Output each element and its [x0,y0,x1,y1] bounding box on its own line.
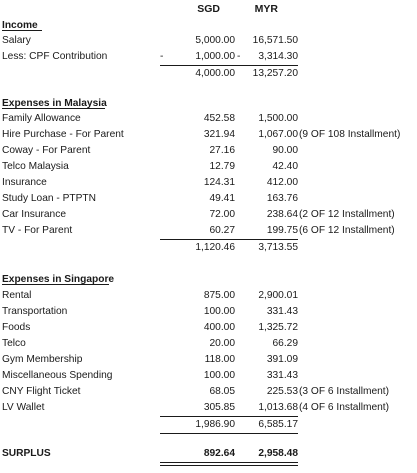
sgd-value: 118.00 [204,354,235,365]
myr-value: 16,571.50 [252,35,298,46]
singapore-total-row [0,417,417,432]
myr-value: 199.75 [266,225,298,236]
income-section-title: Income [2,20,38,31]
sgd-value: 124.31 [203,177,235,188]
myr-value: 1,067.00 [258,129,298,140]
malaysia-title-underline [2,108,105,109]
row-label: Transportation [2,306,68,317]
myr-value: 412.00 [266,177,298,188]
sgd-value: 27.16 [209,145,235,156]
row-label: Gym Membership [2,354,83,365]
myr-value: 2,900.01 [258,290,298,301]
malaysia-total-sgd: 1,120.46 [195,242,235,253]
table-row [0,159,417,174]
installment-note: (3 OF 6 Installment) [299,386,390,397]
sgd-value: 49.41 [209,193,235,204]
singapore-section-title: Expenses in Singapore [2,274,115,285]
sgd-value: 100.00 [203,306,235,317]
row-label: Rental [2,290,32,301]
sgd-value: 5,000.00 [195,35,235,46]
row-label: LV Wallet [2,402,45,413]
row-label: Coway - For Parent [2,145,91,156]
table-row [0,207,417,222]
myr-value: 66.29 [272,338,298,349]
sgd-value: 68.05 [209,386,235,397]
table-row [0,384,417,399]
myr-value: 163.76 [266,193,298,204]
singapore-total-myr: 6,585.17 [258,419,298,430]
income-total-sgd: 4,000.00 [195,68,235,79]
singapore-title-underline [2,284,109,285]
row-label: Hire Purchase - For Parent [2,129,124,140]
table-row [0,352,417,367]
table-row [0,400,417,415]
singapore-total-sgd: 1,986.90 [195,419,235,430]
table-row [0,175,417,190]
row-label: TV - For Parent [2,225,73,236]
surplus-double-rule-bottom [160,465,298,466]
row-label: Salary [2,35,31,46]
table-row [0,223,417,238]
surplus-sgd: 892.64 [203,448,235,459]
sgd-value: 12.79 [209,161,235,172]
myr-value: 42.40 [272,161,298,172]
income-total-myr: 13,257.20 [252,68,298,79]
installment-note: (4 OF 6 Installment) [299,402,390,413]
sgd-negative-sign: - [160,51,164,62]
row-label: Insurance [2,177,47,188]
myr-value: 225.53 [266,386,298,397]
installment-note: (9 OF 108 Installment) [299,129,401,140]
myr-value: 1,325.72 [258,322,298,333]
sgd-value: 20.00 [209,338,235,349]
sgd-value: 452.58 [203,113,235,124]
malaysia-total-row [0,240,417,255]
row-label: Foods [2,322,31,333]
sgd-value: 875.00 [203,290,235,301]
table-row [0,320,417,335]
myr-value: 391.09 [266,354,298,365]
myr-column-header: MYR [254,3,278,15]
table-row [0,304,417,319]
row-label: Less: CPF Contribution [2,51,108,62]
table-row [0,111,417,126]
sgd-value: 72.00 [209,209,235,220]
sgd-column-header: SGD [197,3,220,15]
installment-note: (6 OF 12 Installment) [299,225,395,236]
row-label: Family Allowance [2,113,81,124]
malaysia-total-myr: 3,713.55 [258,242,298,253]
table-row [0,336,417,351]
table-row [0,288,417,303]
surplus-double-rule-top [160,462,298,463]
myr-value: 1,013.68 [258,402,298,413]
row-label: Miscellaneous Spending [2,370,113,381]
row-label: Car Insurance [2,209,66,220]
installment-note: (2 OF 12 Installment) [299,209,395,220]
row-label: Telco [2,338,26,349]
column-header-row [0,2,417,17]
row-label: Study Loan - PTPTN [2,193,96,204]
myr-value: 90.00 [272,145,298,156]
sgd-value: 1,000.00 [195,51,235,62]
income-title-underline [2,30,42,31]
row-label: CNY Flight Ticket [2,386,81,397]
myr-value: 1,500.00 [258,113,298,124]
myr-value: 331.43 [266,306,298,317]
table-row [0,127,417,142]
table-row [0,49,417,64]
table-row [0,191,417,206]
surplus-row [0,446,417,461]
table-row [0,368,417,383]
singapore-total-bottom-rule [160,433,298,434]
myr-value: 3,314.30 [258,51,298,62]
table-row [0,33,417,48]
myr-value: 331.43 [266,370,298,381]
row-label: Telco Malaysia [2,161,69,172]
income-section-title-row [0,18,417,33]
sgd-value: 400.00 [203,322,235,333]
malaysia-section-title: Expenses in Malaysia [2,98,107,109]
income-total-row [0,66,417,81]
myr-value: 238.64 [266,209,298,220]
myr-negative-sign: - [237,51,241,62]
sgd-value: 305.85 [203,402,235,413]
sgd-value: 60.27 [209,225,235,236]
table-row [0,143,417,158]
sgd-value: 100.00 [203,370,235,381]
surplus-label: SURPLUS [2,448,51,459]
sgd-value: 321.94 [203,129,235,140]
surplus-myr: 2,958.48 [258,448,298,459]
